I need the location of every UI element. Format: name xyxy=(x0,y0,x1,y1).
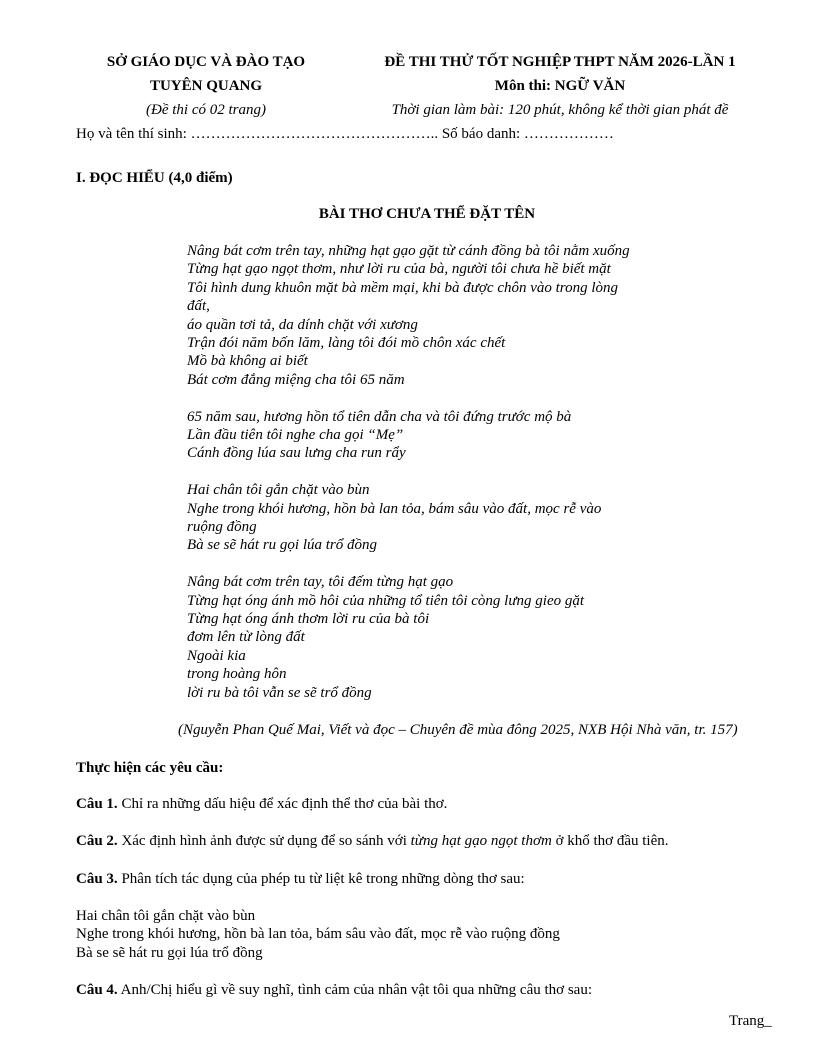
question-4-text: Anh/Chị hiểu gì về suy nghĩ, tình cảm của nhân vật tôi qua những câu thơ sau: xyxy=(117,982,593,998)
question-2-text-end: ở khổ thơ đầu tiên. xyxy=(551,833,669,849)
tasks-heading: Thực hiện các yêu cầu: xyxy=(76,760,224,776)
poem-source: (Nguyễn Phan Quế Mai, Viết và đọc – Chuyên đề mùa đông 2025, NXB Hội Nhà văn, tr. 157) xyxy=(178,722,738,738)
poem-line: Bà se sẽ hát ru gọi lúa trổ đồng xyxy=(187,537,377,554)
poem-line: Hai chân tôi gắn chặt vào bùn xyxy=(187,482,370,499)
time-allowed: Thời gian làm bài: 120 phút, không kể thời gian phát đề xyxy=(391,102,729,118)
question-2-label: Câu 2. xyxy=(76,833,118,849)
exam-title: ĐỀ THI THỬ TỐT NGHIỆP THPT NĂM 2026-LẦN 1 xyxy=(384,54,736,70)
poem-line: Lần đầu tiên tôi nghe cha gọi “Mẹ” xyxy=(187,427,404,444)
poem-line: Từng hạt óng ánh mồ hôi của những tổ tiên tôi còng lưng gieo gặt xyxy=(187,592,585,609)
subject-name: Môn thi: NGỮ VĂN xyxy=(494,78,626,94)
page-count-note: (Đề thi có 02 trang) xyxy=(146,102,266,118)
poem-line: Nâng bát cơm trên tay, những hạt gạo gặt từ cánh đồng bà tôi nằm xuống xyxy=(187,243,630,259)
poem-line: 65 năm sau, hương hồn tổ tiên dẫn cha và tôi đứng trước mộ bà xyxy=(187,408,572,425)
poem-line: Trận đói năm bốn lăm, làng tôi đói mồ chôn xác chết xyxy=(187,335,506,352)
question-1-label: Câu 1. xyxy=(76,796,118,812)
page-number-label: Trang_ xyxy=(729,1013,772,1029)
poem-title: BÀI THƠ CHƯA THỂ ĐẶT TÊN xyxy=(318,206,536,222)
question-1 xyxy=(76,795,447,813)
department-name: SỞ GIÁO DỤC VÀ ĐÀO TẠO xyxy=(106,54,306,70)
question-2-quote: từng hạt gạo ngọt thơm xyxy=(410,833,552,849)
poem-line: Nâng bát cơm trên tay, tôi đếm từng hạt gạo xyxy=(187,574,454,591)
question-4-label: Câu 4. xyxy=(76,982,118,998)
province-name: TUYÊN QUANG xyxy=(149,78,263,94)
poem-line: Từng hạt óng ánh thơm lời ru của bà tôi xyxy=(187,611,430,628)
question-4 xyxy=(76,981,592,999)
question-3-label: Câu 3. xyxy=(76,871,118,887)
poem-body xyxy=(187,242,630,702)
question-3-text: Phân tích tác dụng của phép tu từ liệt kê trong những dòng thơ sau: xyxy=(117,871,525,887)
stanza-gap xyxy=(187,389,630,407)
poem-line: Nghe trong khói hương, hồn bà lan tỏa, bám sâu vào đất, mọc rễ vào xyxy=(187,500,602,517)
poem-line: lời ru bà tôi vẫn se sẽ trổ đồng xyxy=(187,684,372,701)
question-2-text: Xác định hình ảnh được sử dụng để so sánh với xyxy=(117,833,411,849)
section-heading: I. ĐỌC HIỂU (4,0 điểm) xyxy=(76,170,233,186)
poem-line: Mồ bà không ai biết xyxy=(187,353,308,370)
poem-line: ruộng đồng xyxy=(187,519,257,536)
question-3 xyxy=(76,870,525,888)
poem-line: Bát cơm đắng miệng cha tôi 65 năm xyxy=(187,371,405,388)
poem-line: Ngoài kia xyxy=(187,647,246,664)
poem-line: áo quần tơi tả, da dính chặt với xương xyxy=(187,316,418,333)
stanza-gap xyxy=(187,555,630,573)
poem-line: Từng hạt gạo ngọt thơm, như lời ru của bà, người tôi chưa hề biết mặt xyxy=(187,261,611,278)
stanza-gap xyxy=(187,463,630,481)
quoted-line: Bà se sẽ hát ru gọi lúa trổ đồng xyxy=(76,944,263,961)
poem-line: đất, xyxy=(187,298,210,315)
poem-line: Cánh đồng lúa sau lưng cha run rẩy xyxy=(187,445,406,462)
question-2 xyxy=(76,832,669,850)
candidate-info-line: Họ và tên thí sinh: ………………………………………….. Số báo danh: ……………… xyxy=(76,126,614,142)
question-1-text: Chỉ ra những dấu hiệu để xác định thể thơ của bài thơ. xyxy=(117,796,448,812)
question-3-quoted-lines xyxy=(76,907,560,962)
quoted-line: Hai chân tôi gắn chặt vào bùn xyxy=(76,908,256,924)
poem-line: trong hoàng hôn xyxy=(187,666,287,683)
poem-line: Tôi hình dung khuôn mặt bà mềm mại, khi bà được chôn vào trong lòng xyxy=(187,279,619,296)
quoted-line: Nghe trong khói hương, hồn bà lan tỏa, bám sâu vào đất, mọc rễ vào ruộng đồng xyxy=(76,926,560,943)
poem-line: đơm lên từ lòng đất xyxy=(187,629,305,646)
